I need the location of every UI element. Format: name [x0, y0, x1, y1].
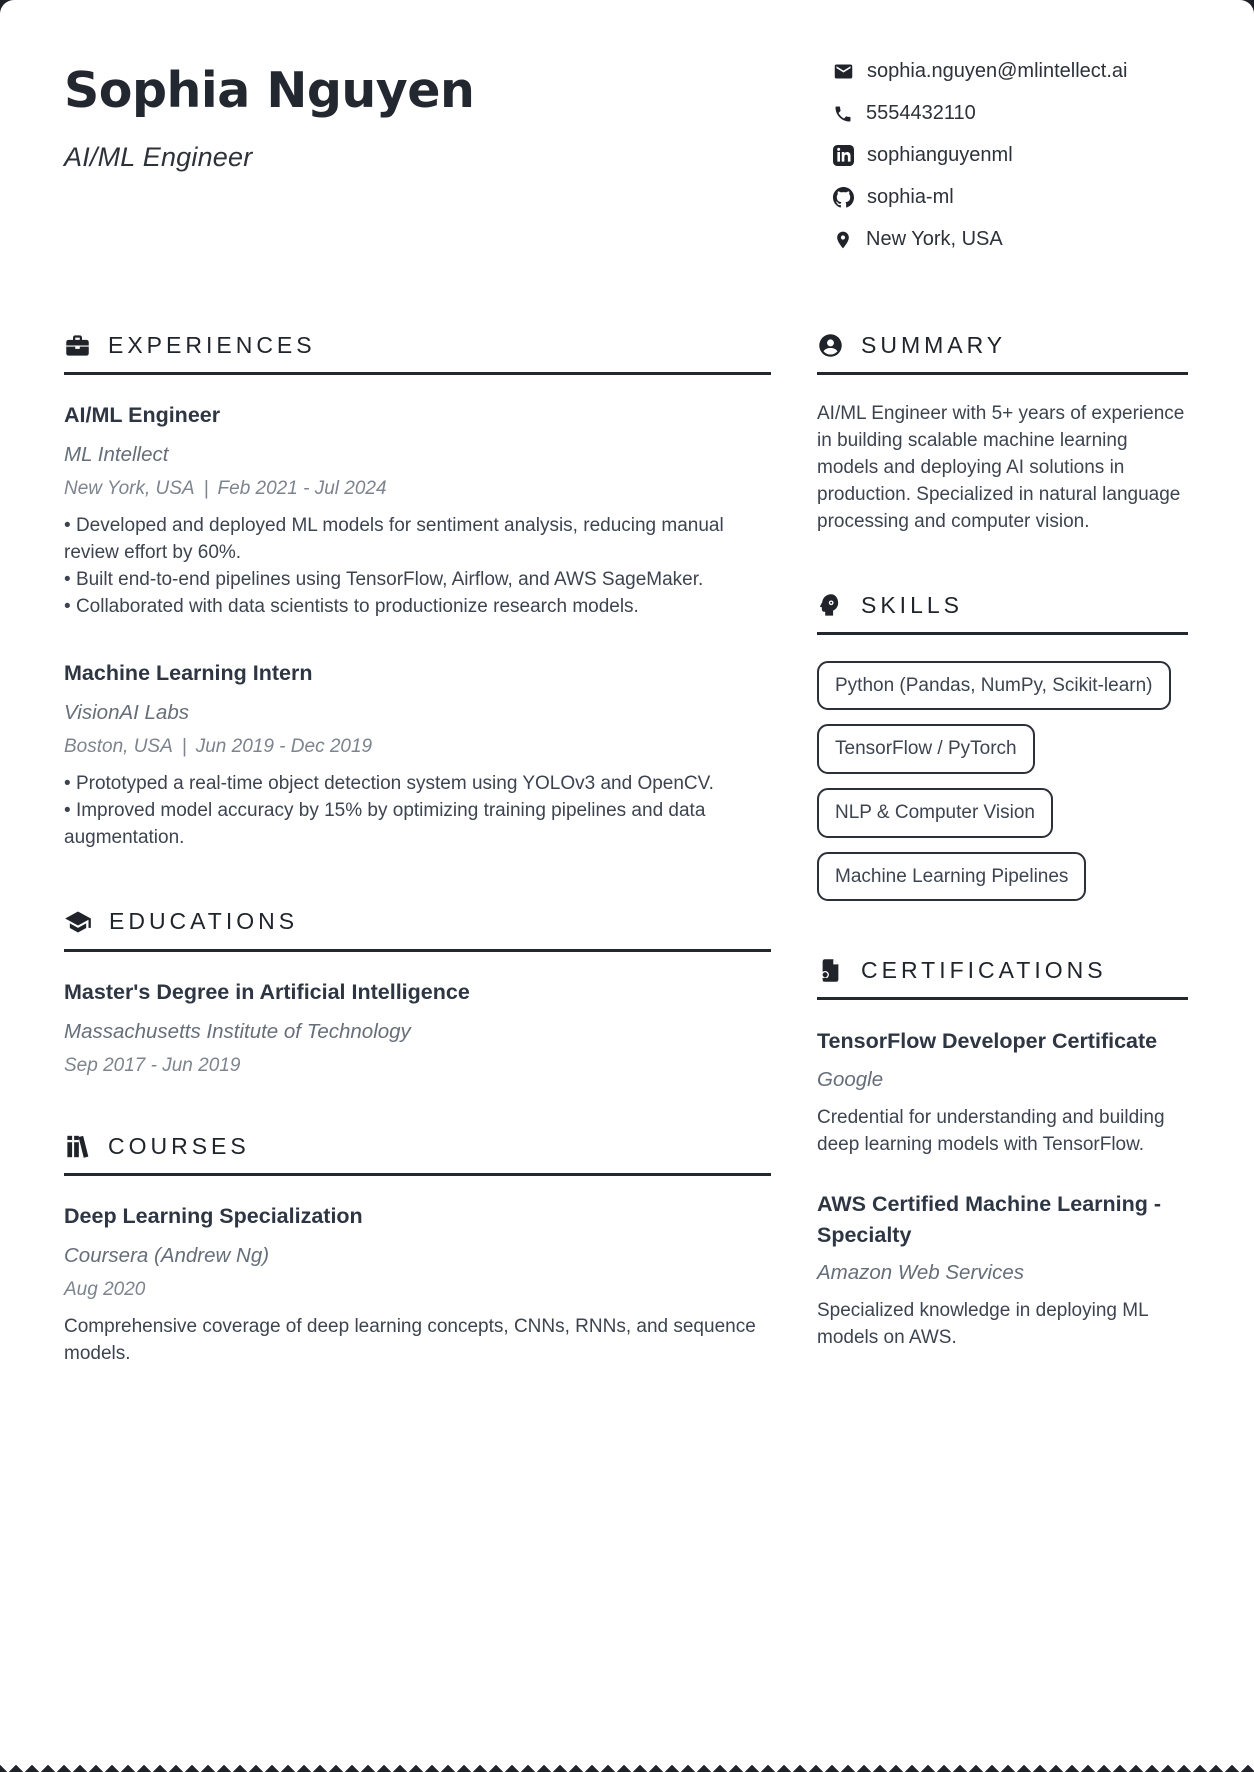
course-provider: Coursera (Andrew Ng): [64, 1243, 270, 1267]
experience-company: ML Intellect: [64, 443, 169, 467]
meta-separator: |: [203, 478, 209, 500]
course-name: Deep Learning Specialization: [64, 1203, 363, 1228]
section-courses: [64, 1133, 771, 1368]
experience-dates: Jun 2019 - Dec 2019: [195, 735, 373, 757]
education-entry: [64, 978, 771, 1077]
experience-entry: [64, 401, 771, 621]
experience-location: Boston, USA: [64, 735, 173, 757]
person-job-title: AI/ML Engineer: [64, 141, 253, 172]
contact-phone-value: 5554432110: [866, 102, 976, 124]
section-educations: [64, 908, 771, 1077]
skills-header: [817, 592, 1188, 619]
course-description: Comprehensive coverage of deep learning concepts, CNNs, RNNs, and sequence models.: [64, 1315, 756, 1364]
summary-header: [817, 332, 1188, 359]
certifications-header: [817, 957, 1188, 984]
certifications-title: CERTIFICATIONS: [861, 957, 1107, 984]
section-rule: [817, 632, 1188, 635]
skill-pill: NLP & Computer Vision: [817, 788, 1053, 838]
section-rule: [64, 1173, 771, 1176]
certification-issuer: Google: [817, 1067, 884, 1091]
graduation-cap-icon: [64, 908, 92, 936]
experiences-title: EXPERIENCES: [108, 332, 316, 358]
email-icon: [833, 61, 854, 82]
section-rule: [64, 949, 771, 952]
experience-bullet: • Collaborated with data scientists to productionize research models.: [64, 594, 771, 621]
experience-bullet: • Improved model accuracy by 15% by optimizing training pipelines and data augmentation.: [64, 798, 771, 852]
contact-list: [817, 60, 1188, 251]
skill-pill: Python (Pandas, NumPy, Scikit-learn): [817, 661, 1171, 711]
experience-role: AI/ML Engineer: [64, 403, 221, 427]
certification-name: TensorFlow Developer Certificate: [817, 1029, 1158, 1054]
course-entry: [64, 1202, 771, 1368]
section-skills: [817, 592, 1188, 902]
education-dates: Sep 2017 - Jun 2019: [64, 1054, 241, 1076]
certification-issuer: Amazon Web Services: [817, 1260, 1024, 1284]
experience-meta: [64, 736, 771, 758]
resume-body: [64, 332, 1188, 1424]
experience-meta: [64, 478, 771, 500]
education-degree: Master's Degree in Artificial Intelligence: [64, 979, 470, 1004]
books-icon: [64, 1133, 91, 1160]
left-column: [64, 332, 771, 1424]
course-date: Aug 2020: [64, 1278, 146, 1300]
section-certifications: [817, 957, 1188, 1351]
person-icon: [817, 332, 844, 359]
courses-header: [64, 1133, 771, 1160]
skills-head-icon: [817, 592, 844, 619]
skill-list: [817, 661, 1188, 902]
person-name: Sophia Nguyen: [64, 62, 475, 119]
section-rule: [817, 372, 1188, 375]
contact-linkedin[interactable]: [833, 144, 1188, 167]
experience-role: Machine Learning Intern: [64, 660, 313, 685]
contact-location: [833, 228, 1188, 251]
experience-bullet: • Built end-to-end pipelines using TensorFlow, Airflow, and AWS SageMaker.: [64, 567, 771, 594]
section-summary: [817, 332, 1188, 536]
experiences-header: [64, 332, 771, 359]
skills-title: SKILLS: [861, 591, 963, 618]
experience-bullet: • Prototyped a real-time object detection system using YOLOv3 and OpenCV.: [64, 771, 771, 798]
contact-github-value: sophia-ml: [867, 186, 954, 208]
identity-block: [64, 58, 474, 173]
educations-header: [64, 908, 771, 936]
contact-location-value: New York, USA: [866, 228, 1003, 250]
contact-email-value: sophia.nguyen@mlintellect.ai: [867, 60, 1128, 82]
experience-company: VisionAI Labs: [64, 700, 189, 724]
resume-header: [64, 58, 1188, 270]
summary-title: SUMMARY: [861, 332, 1007, 358]
skill-pill: Machine Learning Pipelines: [817, 852, 1086, 902]
skill-pill: TensorFlow / PyTorch: [817, 724, 1035, 774]
experience-dates: Feb 2021 - Jul 2024: [217, 478, 387, 500]
location-icon: [833, 230, 853, 250]
certification-entry: [817, 1026, 1188, 1158]
courses-title: COURSES: [108, 1132, 250, 1159]
summary-text: AI/ML Engineer with 5+ years of experience in building scalable machine learning models and deploying AI solutions in production. Specialized in natural language processing and computer vision.: [817, 403, 1185, 532]
certification-entry: [817, 1189, 1188, 1352]
linkedin-icon: [833, 145, 854, 166]
experience-entry: [64, 659, 771, 852]
page-bottom-zigzag-edge: [0, 1763, 1254, 1772]
briefcase-icon: [64, 332, 91, 359]
certificate-icon: [817, 957, 844, 984]
section-experiences: [64, 332, 771, 852]
educations-title: EDUCATIONS: [109, 908, 299, 935]
section-rule: [64, 372, 771, 375]
github-icon: [833, 187, 854, 208]
experience-bullet: • Developed and deployed ML models for sentiment analysis, reducing manual review effort by 60%.: [64, 513, 771, 567]
education-school: Massachusetts Institute of Technology: [64, 1019, 411, 1043]
experience-location: New York, USA: [64, 478, 195, 500]
certification-description: Credential for understanding and building deep learning models with TensorFlow.: [817, 1106, 1165, 1155]
certification-description: Specialized knowledge in deploying ML models on AWS.: [817, 1299, 1148, 1348]
meta-separator: |: [181, 735, 187, 757]
certification-name: AWS Certified Machine Learning - Specialty: [817, 1191, 1162, 1247]
phone-icon: [833, 104, 853, 124]
contact-github[interactable]: [833, 186, 1188, 209]
contact-linkedin-value: sophianguyenml: [867, 144, 1013, 166]
contact-email[interactable]: [833, 60, 1188, 83]
contact-phone[interactable]: [833, 102, 1188, 125]
section-rule: [817, 997, 1188, 1000]
right-column: [817, 332, 1188, 1424]
